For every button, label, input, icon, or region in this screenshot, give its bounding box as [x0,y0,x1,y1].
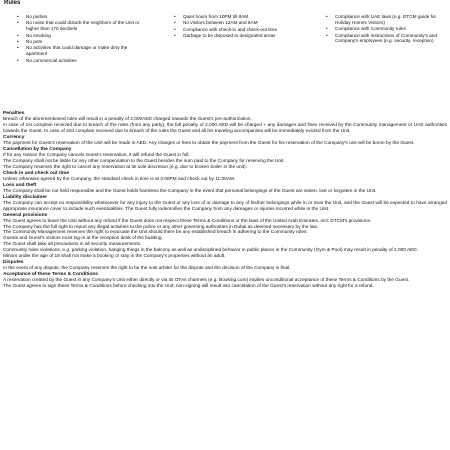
section-heading-loss-theft: Loss and theft [3,182,37,188]
section-heading-acceptance: Acceptance of these Terms & Conditions [3,271,99,277]
rules-heading: Rules [4,0,21,6]
paragraph: In case of 1st complain received due to breach of the rules (from any party), the full penalty of 2,000 AED will be charged + any damages and fines received by the Community management or UAE authorities towards the Guest. In case of 2nd complain received due to breach of the rules the Guest and all his traveling accompanists will be immediately evicted from the Unit. [3,123,447,134]
paragraph: The Company shall not be liable for any other compensation to the Guest besides the sum paid to the Company for reserving the Unit. [3,158,285,164]
paragraph: The Company shall be not held responsible and the Guest holds harmless the Company in the event that personal belongings of the Guest are stolen, lost or forgotten in the Unit. [3,188,377,194]
rule-item: • No visitors between 12AM and 8AM [174,20,298,26]
rule-item: • Quiet hours from 10PM till 8AM [174,14,298,20]
paragraph: If for any reason the Company cancels Guest's reservation, it will refund the Guest in full. [3,152,190,158]
section-heading-disputes: Disputes [3,259,24,265]
rule-item: • Compliance with instructions of Community's and Company's employees (e.g. security, reception) [326,33,444,45]
section-heading-liability: Liability disclaimer [3,194,48,200]
rule-item: • Garbage to be disposed to designated areas [174,33,298,39]
paragraph: Community rules violations, e.g. parking violation, hanging things in the balcony as well as undisciplined behavior in public places in the Community (Gym & Pool) may result in penalty of 2,000 AED. [3,247,419,253]
paragraph: A reservation created by the Guest in any Company's Unit either directly or via its OTAs channels (e.g. Booking.com) implies unconditional acceptance of these Terms & Conditions by the Guest. [3,277,410,283]
terms-body [3,111,447,290]
rules-column-1 [17,14,145,64]
section-heading-cancellation: Cancellation by the Company [3,146,72,152]
section-heading-check-in-out: Check in and check out time [3,170,70,176]
paragraph: Minors under the age of 18 shall not make a booking or stay in the Company's properties without an adult. [3,253,226,259]
section-heading-general: General provisions [3,212,48,218]
paragraph: The Company can accept no responsibility whatsoever for any injury to the Guest or any loss of or damage to any of his/her belongings while in or near the Unit, and the Guest will be expected to have arranged appropriate insurance cover to include such eventualities. The Guest fully indemnifies the Company from any damages or injuries incurred while in the Unit. [3,200,447,212]
rule-item: • No noise that could disturb the neighbors of the Unit or higher than 170 decibels [17,20,145,32]
rule-item: • No commercial activities [17,58,145,64]
rule-item: • No activities that could damage or make dirty the apartment [17,45,145,57]
rule-item: • Compliance with UAE laws (e.g. DTCM guide for Holiday Homes Visitors) [326,14,444,26]
paragraph: The Community Management reserves the right to evacuate the Unit should there be any established breach in adhering to the Community rules. [3,230,308,236]
paragraph: Unless otherwise agreed by the Company, the standard check in time is at 3:00PM and check out by 11:00AM. [3,176,236,182]
paragraph: The Company reserves the right to cancel any reservation at its sole discretion (e.g. due to broken boiler in the unit). [3,164,247,170]
rule-item: • Compliance with Community rules [326,26,444,32]
rule-item: • No smoking [17,33,145,39]
paragraph: In the event of any dispute, the Company reserves the right to be the sole arbiter for the dispute and the decision of the Company is final. [3,265,291,271]
rule-item: • Compliance with check-in and check-out time [174,27,298,33]
paragraph: Guests and Guest's visitors must log-in at the reception desk of the building. [3,236,163,242]
paragraph: The Guest agrees to leave the Unit without any refund if the Guest does not respect these Terms & Conditions or the laws of the United Arab Emirates, incl. DTCM's provisions. [3,218,372,224]
section-heading-currency: Currency [3,134,25,140]
section-heading-penalties: Penalties [3,111,25,116]
rule-item: • No pets [17,39,145,45]
paragraph: Breach of the aforementioned rules will result in a penalty of 2,000AED charged towards the Guest's pre-authorization. [3,117,252,123]
rules-column-2 [174,14,298,40]
paragraph: The Guest shall take all precautions in all security measurements. [3,242,142,248]
rule-item: • No parties [17,14,145,20]
paragraph: The payment for Guest's reservation of the Unit will be made in AED. Any charges or fees to obtain the payment from the Guest for his reservation of the Company's unit will be borne by the Guest. [3,140,415,146]
rules-column-3 [326,14,444,45]
paragraph: The Company has the full right to report any illegal activities to the police or any other governing authorities in Dubai as deemed necessary by the law. [3,224,318,230]
paragraph: The Guest agrees to sign these Terms & Conditions before checking into the Unit; non-signing will result into cancelation of the Guest's reservation without any right for a refund. [3,283,374,289]
